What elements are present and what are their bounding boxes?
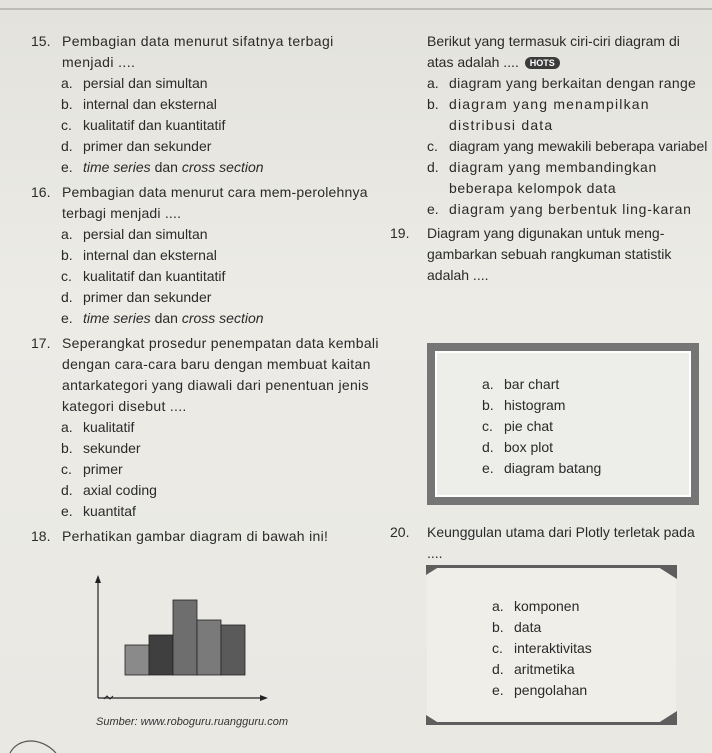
- option-text: kuantitaf: [83, 503, 136, 519]
- question-number: 18.: [31, 528, 51, 544]
- option-letter: d.: [61, 289, 73, 305]
- option-letter: d.: [482, 439, 494, 455]
- option-text: aritmetika: [514, 661, 575, 677]
- option[interactable]: [390, 94, 708, 136]
- option-letter: a.: [482, 376, 494, 392]
- option[interactable]: [390, 157, 708, 199]
- question-hots-text: Berikut yang termasuk ciri-ciri diagram di atas adalah ....: [427, 33, 680, 70]
- option-letter: a.: [61, 419, 73, 435]
- option-text: persial dan simultan: [83, 226, 208, 242]
- option-letter: c.: [482, 418, 493, 434]
- page-bottom-decor: [0, 726, 712, 753]
- option-italic: time series: [83, 310, 151, 326]
- option[interactable]: [31, 287, 381, 308]
- option-letter: e.: [61, 310, 73, 326]
- y-axis-arrow: [95, 575, 101, 583]
- option-letter: b.: [427, 96, 439, 112]
- option-letter: b.: [61, 247, 73, 263]
- option[interactable]: [31, 224, 381, 245]
- histogram-bar: [197, 620, 221, 675]
- question-20-row: [390, 522, 708, 564]
- option[interactable]: [31, 308, 381, 329]
- option[interactable]: [31, 136, 381, 157]
- figure-source: Sumber: www.roboguru.ruangguru.com: [96, 716, 288, 728]
- question-20: [390, 522, 708, 564]
- option-text: pengolahan: [514, 682, 588, 698]
- corner-decor: [655, 565, 677, 579]
- option-letter: e.: [492, 682, 504, 698]
- option-text: diagram yang berkaitan dengan range: [449, 75, 697, 91]
- option-letter: e.: [427, 201, 439, 217]
- option-letter: e.: [61, 159, 73, 175]
- option[interactable]: [482, 416, 601, 437]
- question-text: [390, 31, 708, 73]
- histogram-bar: [221, 625, 245, 675]
- option-text: persial dan simultan: [83, 75, 208, 91]
- histogram-bar: [125, 645, 149, 675]
- option[interactable]: [390, 199, 708, 220]
- option[interactable]: [390, 136, 708, 157]
- option-text: kualitatif dan kuantitatif: [83, 117, 226, 133]
- question-17: [31, 333, 381, 417]
- option[interactable]: [492, 638, 592, 659]
- question-18: [31, 526, 381, 547]
- hots-badge: HOTS: [525, 57, 560, 69]
- option[interactable]: [482, 437, 601, 458]
- option-letter: c.: [427, 138, 438, 154]
- option-letter: a.: [492, 598, 504, 614]
- corner-decor: [426, 715, 442, 725]
- option[interactable]: [492, 617, 592, 638]
- option-letter: b.: [61, 440, 73, 456]
- histogram-bar: [173, 600, 197, 675]
- option[interactable]: [31, 73, 381, 94]
- option[interactable]: [390, 73, 708, 94]
- option-letter: e.: [61, 503, 73, 519]
- corner-decor: [655, 711, 677, 725]
- option-letter: a.: [61, 75, 73, 91]
- question-number: 17.: [31, 335, 51, 351]
- option-text: kualitatif dan kuantitatif: [83, 268, 226, 284]
- question-number: 15.: [31, 33, 51, 49]
- question-number: 19.: [390, 225, 410, 241]
- option[interactable]: [31, 438, 381, 459]
- option-letter: c.: [61, 268, 72, 284]
- option-text: interaktivitas: [514, 640, 592, 656]
- option[interactable]: [31, 459, 381, 480]
- question-15: [31, 31, 381, 73]
- option-text: internal dan eksternal: [83, 96, 217, 112]
- option-text: primer: [83, 461, 123, 477]
- option[interactable]: [482, 458, 601, 479]
- option-letter: c.: [61, 117, 72, 133]
- option-letter: d.: [427, 159, 439, 175]
- option-text: [83, 157, 381, 178]
- option-letter: d.: [61, 138, 73, 154]
- option-text: diagram yang membandingkan beberapa kelompok data: [449, 159, 657, 196]
- option-text: internal dan eksternal: [83, 247, 217, 263]
- option-italic: cross section: [181, 159, 264, 175]
- option-letter: e.: [482, 460, 494, 476]
- corner-decor: [426, 565, 442, 575]
- option-conj: dan: [154, 159, 178, 175]
- option-text: diagram batang: [504, 460, 602, 476]
- option-letter: b.: [61, 96, 73, 112]
- option[interactable]: [482, 374, 601, 395]
- option-text: data: [514, 619, 542, 635]
- x-axis-arrow: [260, 695, 268, 701]
- option-text: histogram: [504, 397, 566, 413]
- right-column: [390, 31, 708, 286]
- option[interactable]: [31, 417, 381, 438]
- option[interactable]: [31, 266, 381, 287]
- option[interactable]: [31, 501, 381, 522]
- question-text: Keunggulan utama dari Plotly terletak pada ....: [427, 524, 695, 561]
- option-text: [83, 308, 381, 329]
- option[interactable]: [482, 395, 601, 416]
- curve-decor: [10, 741, 56, 753]
- option-letter: b.: [482, 397, 494, 413]
- option[interactable]: [31, 94, 381, 115]
- option-letter: c.: [61, 461, 72, 477]
- option-text: kualitatif: [83, 419, 135, 435]
- option-text: primer dan sekunder: [83, 138, 212, 154]
- option-letter: a.: [427, 75, 439, 91]
- option-text: pie chat: [504, 418, 554, 434]
- option-letter: a.: [61, 226, 73, 242]
- option-text: diagram yang mewakili beberapa variabel: [449, 138, 708, 154]
- question-hots: [390, 31, 708, 73]
- option[interactable]: [492, 596, 592, 617]
- option-text: sekunder: [83, 440, 141, 456]
- option-text: komponen: [514, 598, 580, 614]
- option[interactable]: [31, 245, 381, 266]
- option-letter: b.: [492, 619, 504, 635]
- question-text: Pembagian data menurut sifatnya terbagi menjadi ....: [62, 33, 334, 70]
- option-conj: dan: [154, 310, 178, 326]
- option[interactable]: [492, 659, 592, 680]
- question-text: Perhatikan gambar diagram di bawah ini!: [62, 528, 329, 544]
- option[interactable]: [31, 480, 381, 501]
- option-text: diagram yang berbentuk ling-karan: [449, 201, 692, 217]
- bars-group: [125, 600, 245, 675]
- question-19: [390, 223, 708, 286]
- question-20-options: [492, 596, 592, 701]
- option-text: box plot: [504, 439, 554, 455]
- question-text: Pembagian data menurut cara mem-perolehnya terbagi menjadi ....: [62, 184, 368, 221]
- option[interactable]: [31, 157, 381, 178]
- question-number: 16.: [31, 184, 51, 200]
- option-italic: time series: [83, 159, 151, 175]
- option-text: axial coding: [83, 482, 157, 498]
- top-rule: [0, 8, 712, 10]
- option-letter: d.: [492, 661, 504, 677]
- question-text: Diagram yang digunakan untuk meng-gambarkan sebuah rangkuman statistik adalah ....: [427, 225, 672, 283]
- histogram-chart: [78, 565, 278, 715]
- option[interactable]: [31, 115, 381, 136]
- option-letter: c.: [492, 640, 503, 656]
- question-text: Seperangkat prosedur penempatan data kembali dengan cara-cara baru dengan membuat kaitan antarkategori yang diawali dari penentuan jenis kategori disebut ....: [62, 335, 379, 414]
- left-column: [31, 31, 381, 547]
- question-16: [31, 182, 381, 224]
- question-19-options: [482, 374, 601, 479]
- option-letter: d.: [61, 482, 73, 498]
- option-text: primer dan sekunder: [83, 289, 212, 305]
- question-number: 20.: [390, 524, 410, 540]
- option[interactable]: [492, 680, 592, 701]
- histogram-bar: [149, 635, 173, 675]
- option-italic: cross section: [181, 310, 264, 326]
- option-text: bar chart: [504, 376, 560, 392]
- option-text: diagram yang menampilkan distribusi data: [449, 96, 650, 133]
